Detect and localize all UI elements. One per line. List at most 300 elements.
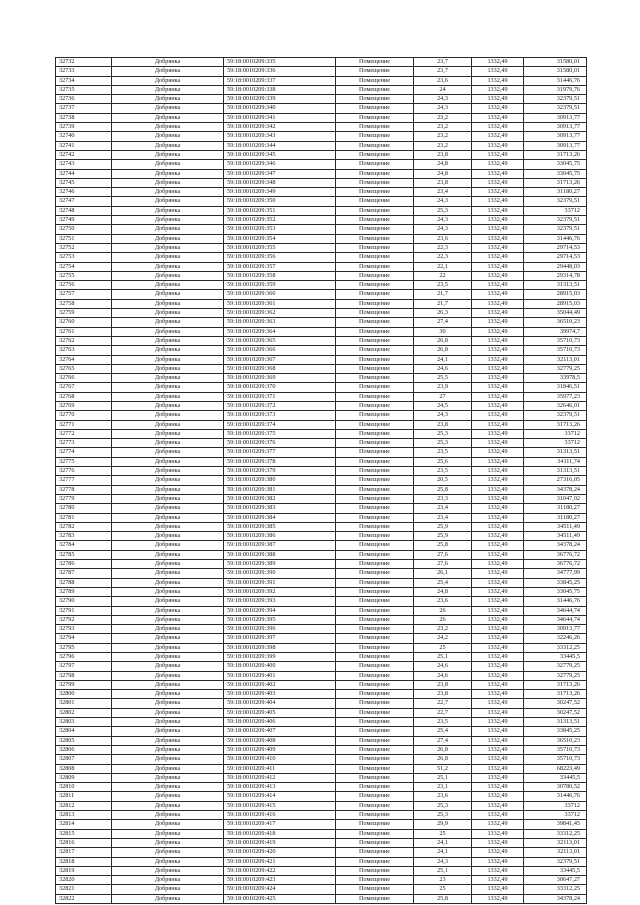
specific-value-cell: 1332,49 xyxy=(472,736,524,745)
specific-value-cell: 1332,49 xyxy=(472,569,524,578)
locality-cell: Добрянка xyxy=(112,290,224,299)
area-cell: 22,1 xyxy=(414,262,472,271)
table-row xyxy=(56,429,587,438)
cadastral-value-cell: 31979,76 xyxy=(524,85,587,94)
record-number-cell: 32752 xyxy=(56,243,112,252)
table-row xyxy=(56,727,587,736)
specific-value-cell: 1332,49 xyxy=(472,346,524,355)
specific-value-cell: 1332,49 xyxy=(472,243,524,252)
specific-value-cell: 1332,49 xyxy=(472,792,524,801)
cadastral-value-cell: 31313,51 xyxy=(524,467,587,476)
cadastral-number-cell: 59:18:0010209:415 xyxy=(224,801,336,810)
locality-cell: Добрянка xyxy=(112,401,224,410)
record-number-cell: 32807 xyxy=(56,755,112,764)
table-row xyxy=(56,885,587,894)
area-cell: 23,8 xyxy=(414,150,472,159)
specific-value-cell: 1332,49 xyxy=(472,755,524,764)
record-number-cell: 32767 xyxy=(56,383,112,392)
table-row xyxy=(56,494,587,503)
locality-cell: Добрянка xyxy=(112,123,224,132)
locality-cell: Добрянка xyxy=(112,225,224,234)
area-cell: 22 xyxy=(414,271,472,280)
cadastral-value-cell: 31313,51 xyxy=(524,718,587,727)
table-row xyxy=(56,420,587,429)
cadastral-value-cell: 33445,5 xyxy=(524,773,587,782)
area-cell: 23,1 xyxy=(414,783,472,792)
cadastral-number-cell: 59:18:0010209:380 xyxy=(224,476,336,485)
table-row xyxy=(56,243,587,252)
cadastral-value-cell: 33045,75 xyxy=(524,169,587,178)
cadastral-value-cell: 33712 xyxy=(524,801,587,810)
record-number-cell: 32815 xyxy=(56,829,112,838)
cadastral-number-cell: 59:18:0010209:390 xyxy=(224,569,336,578)
record-number-cell: 32783 xyxy=(56,532,112,541)
area-cell: 24,1 xyxy=(414,355,472,364)
table-row xyxy=(56,866,587,875)
table-row xyxy=(56,299,587,308)
specific-value-cell: 1332,49 xyxy=(472,364,524,373)
locality-cell: Добрянка xyxy=(112,504,224,513)
object-type-cell: Помещение xyxy=(336,216,414,225)
locality-cell: Добрянка xyxy=(112,188,224,197)
table-row xyxy=(56,578,587,587)
cadastral-number-cell: 59:18:0010209:335 xyxy=(224,58,336,67)
specific-value-cell: 1332,49 xyxy=(472,197,524,206)
record-number-cell: 32740 xyxy=(56,132,112,141)
table-row xyxy=(56,587,587,596)
area-cell: 23,8 xyxy=(414,690,472,699)
table-row xyxy=(56,671,587,680)
area-cell: 27,4 xyxy=(414,318,472,327)
object-type-cell: Помещение xyxy=(336,178,414,187)
locality-cell: Добрянка xyxy=(112,113,224,122)
table-row xyxy=(56,755,587,764)
table-row xyxy=(56,318,587,327)
specific-value-cell: 1332,49 xyxy=(472,811,524,820)
cadastral-number-cell: 59:18:0010209:351 xyxy=(224,206,336,215)
record-number-cell: 32800 xyxy=(56,690,112,699)
cadastral-number-cell: 59:18:0010209:422 xyxy=(224,866,336,875)
table-row xyxy=(56,188,587,197)
cadastral-value-cell: 68223,49 xyxy=(524,764,587,773)
table-row xyxy=(56,522,587,531)
cadastral-value-cell: 35710,73 xyxy=(524,745,587,754)
locality-cell: Добрянка xyxy=(112,866,224,875)
specific-value-cell: 1332,49 xyxy=(472,104,524,113)
locality-cell: Добрянка xyxy=(112,150,224,159)
cadastral-value-cell: 28915,03 xyxy=(524,299,587,308)
object-type-cell: Помещение xyxy=(336,485,414,494)
specific-value-cell: 1332,49 xyxy=(472,476,524,485)
locality-cell: Добрянка xyxy=(112,429,224,438)
cadastral-number-cell: 59:18:0010209:338 xyxy=(224,85,336,94)
specific-value-cell: 1332,49 xyxy=(472,290,524,299)
table-row xyxy=(56,550,587,559)
record-number-cell: 32732 xyxy=(56,58,112,67)
specific-value-cell: 1332,49 xyxy=(472,95,524,104)
area-cell: 51,2 xyxy=(414,764,472,773)
object-type-cell: Помещение xyxy=(336,243,414,252)
cadastral-value-cell: 35977,23 xyxy=(524,392,587,401)
area-cell: 25,1 xyxy=(414,773,472,782)
area-cell: 25,3 xyxy=(414,429,472,438)
object-type-cell: Помещение xyxy=(336,374,414,383)
locality-cell: Добрянка xyxy=(112,848,224,857)
record-number-cell: 32820 xyxy=(56,876,112,885)
specific-value-cell: 1332,49 xyxy=(472,857,524,866)
cadastral-value-cell: 31313,51 xyxy=(524,281,587,290)
area-cell: 23,2 xyxy=(414,132,472,141)
specific-value-cell: 1332,49 xyxy=(472,169,524,178)
locality-cell: Добрянка xyxy=(112,374,224,383)
locality-cell: Добрянка xyxy=(112,457,224,466)
locality-cell: Добрянка xyxy=(112,811,224,820)
record-number-cell: 32779 xyxy=(56,494,112,503)
object-type-cell: Помещение xyxy=(336,811,414,820)
object-type-cell: Помещение xyxy=(336,169,414,178)
cadastral-value-cell: 30913,77 xyxy=(524,625,587,634)
specific-value-cell: 1332,49 xyxy=(472,327,524,336)
area-cell: 23,2 xyxy=(414,625,472,634)
record-number-cell: 32762 xyxy=(56,336,112,345)
record-number-cell: 32798 xyxy=(56,671,112,680)
locality-cell: Добрянка xyxy=(112,513,224,522)
area-cell: 23,6 xyxy=(414,76,472,85)
area-cell: 24,6 xyxy=(414,364,472,373)
locality-cell: Добрянка xyxy=(112,550,224,559)
cadastral-number-cell: 59:18:0010209:343 xyxy=(224,132,336,141)
specific-value-cell: 1332,49 xyxy=(472,485,524,494)
specific-value-cell: 1332,49 xyxy=(472,532,524,541)
table-row xyxy=(56,708,587,717)
object-type-cell: Помещение xyxy=(336,513,414,522)
object-type-cell: Помещение xyxy=(336,643,414,652)
table-row xyxy=(56,346,587,355)
specific-value-cell: 1332,49 xyxy=(472,141,524,150)
record-number-cell: 32759 xyxy=(56,309,112,318)
record-number-cell: 32748 xyxy=(56,206,112,215)
cadastral-number-cell: 59:18:0010209:405 xyxy=(224,708,336,717)
cadastral-value-cell: 31713,26 xyxy=(524,178,587,187)
cadastral-number-cell: 59:18:0010209:373 xyxy=(224,411,336,420)
area-cell: 25 xyxy=(414,643,472,652)
record-number-cell: 32788 xyxy=(56,578,112,587)
record-number-cell: 32757 xyxy=(56,290,112,299)
cadastral-number-cell: 59:18:0010209:377 xyxy=(224,448,336,457)
table-row xyxy=(56,811,587,820)
area-cell: 23,6 xyxy=(414,597,472,606)
cadastral-value-cell: 33445,5 xyxy=(524,866,587,875)
table-row xyxy=(56,439,587,448)
table-row xyxy=(56,392,587,401)
cadastral-value-cell: 36776,72 xyxy=(524,550,587,559)
cadastral-number-cell: 59:18:0010209:378 xyxy=(224,457,336,466)
locality-cell: Добрянка xyxy=(112,346,224,355)
cadastral-number-cell: 59:18:0010209:366 xyxy=(224,346,336,355)
cadastral-value-cell: 32379,51 xyxy=(524,411,587,420)
table-row xyxy=(56,67,587,76)
object-type-cell: Помещение xyxy=(336,634,414,643)
area-cell: 25,4 xyxy=(414,578,472,587)
area-cell: 24,3 xyxy=(414,411,472,420)
object-type-cell: Помещение xyxy=(336,364,414,373)
specific-value-cell: 1332,49 xyxy=(472,653,524,662)
cadastral-number-cell: 59:18:0010209:398 xyxy=(224,643,336,652)
object-type-cell: Помещение xyxy=(336,848,414,857)
table-row xyxy=(56,736,587,745)
specific-value-cell: 1332,49 xyxy=(472,58,524,67)
locality-cell: Добрянка xyxy=(112,690,224,699)
table-row xyxy=(56,504,587,513)
specific-value-cell: 1332,49 xyxy=(472,299,524,308)
object-type-cell: Помещение xyxy=(336,225,414,234)
locality-cell: Добрянка xyxy=(112,783,224,792)
object-type-cell: Помещение xyxy=(336,894,414,903)
record-number-cell: 32750 xyxy=(56,225,112,234)
record-number-cell: 32793 xyxy=(56,625,112,634)
cadastral-value-cell: 33312,25 xyxy=(524,643,587,652)
table-row xyxy=(56,773,587,782)
cadastral-number-cell: 59:18:0010209:417 xyxy=(224,820,336,829)
record-number-cell: 32771 xyxy=(56,420,112,429)
record-number-cell: 32738 xyxy=(56,113,112,122)
record-number-cell: 32806 xyxy=(56,745,112,754)
object-type-cell: Помещение xyxy=(336,494,414,503)
record-number-cell: 32786 xyxy=(56,560,112,569)
object-type-cell: Помещение xyxy=(336,764,414,773)
specific-value-cell: 1332,49 xyxy=(472,699,524,708)
cadastral-value-cell: 32646,01 xyxy=(524,401,587,410)
table-row xyxy=(56,764,587,773)
locality-cell: Добрянка xyxy=(112,894,224,903)
record-number-cell: 32785 xyxy=(56,550,112,559)
specific-value-cell: 1332,49 xyxy=(472,281,524,290)
area-cell: 24,1 xyxy=(414,848,472,857)
cadastral-number-cell: 59:18:0010209:368 xyxy=(224,364,336,373)
table-row xyxy=(56,513,587,522)
table-row xyxy=(56,532,587,541)
cadastral-number-cell: 59:18:0010209:410 xyxy=(224,755,336,764)
cadastral-value-cell: 36510,23 xyxy=(524,318,587,327)
cadastral-value-cell: 33978,5 xyxy=(524,374,587,383)
specific-value-cell: 1332,49 xyxy=(472,67,524,76)
cadastral-value-cell: 30913,77 xyxy=(524,141,587,150)
cadastral-number-cell: 59:18:0010209:409 xyxy=(224,745,336,754)
table-row xyxy=(56,355,587,364)
cadastral-number-cell: 59:18:0010209:423 xyxy=(224,876,336,885)
cadastral-value-cell: 31180,27 xyxy=(524,504,587,513)
specific-value-cell: 1332,49 xyxy=(472,597,524,606)
cadastral-number-cell: 59:18:0010209:400 xyxy=(224,662,336,671)
cadastral-number-cell: 59:18:0010209:345 xyxy=(224,150,336,159)
cadastral-value-cell: 31580,01 xyxy=(524,67,587,76)
locality-cell: Добрянка xyxy=(112,355,224,364)
object-type-cell: Помещение xyxy=(336,578,414,587)
specific-value-cell: 1332,49 xyxy=(472,206,524,215)
object-type-cell: Помещение xyxy=(336,290,414,299)
table-row xyxy=(56,141,587,150)
object-type-cell: Помещение xyxy=(336,745,414,754)
cadastral-number-cell: 59:18:0010209:361 xyxy=(224,299,336,308)
specific-value-cell: 1332,49 xyxy=(472,420,524,429)
locality-cell: Добрянка xyxy=(112,67,224,76)
locality-cell: Добрянка xyxy=(112,820,224,829)
area-cell: 27,6 xyxy=(414,560,472,569)
object-type-cell: Помещение xyxy=(336,67,414,76)
table-body xyxy=(56,58,587,904)
cadastral-number-cell: 59:18:0010209:360 xyxy=(224,290,336,299)
table-row xyxy=(56,374,587,383)
object-type-cell: Помещение xyxy=(336,801,414,810)
table-row xyxy=(56,662,587,671)
specific-value-cell: 1332,49 xyxy=(472,401,524,410)
specific-value-cell: 1332,49 xyxy=(472,866,524,875)
cadastral-value-cell: 32779,25 xyxy=(524,364,587,373)
area-cell: 21,7 xyxy=(414,299,472,308)
cadastral-number-cell: 59:18:0010209:408 xyxy=(224,736,336,745)
locality-cell: Добрянка xyxy=(112,578,224,587)
object-type-cell: Помещение xyxy=(336,76,414,85)
record-number-cell: 32763 xyxy=(56,346,112,355)
record-number-cell: 32742 xyxy=(56,150,112,159)
record-number-cell: 32768 xyxy=(56,392,112,401)
cadastral-value-cell: 35044,49 xyxy=(524,309,587,318)
cadastral-value-cell: 31713,26 xyxy=(524,680,587,689)
object-type-cell: Помещение xyxy=(336,597,414,606)
cadastral-value-cell: 29448,03 xyxy=(524,262,587,271)
cadastral-value-cell: 30647,27 xyxy=(524,876,587,885)
cadastral-number-cell: 59:18:0010209:352 xyxy=(224,216,336,225)
cadastral-value-cell: 33712 xyxy=(524,811,587,820)
object-type-cell: Помещение xyxy=(336,587,414,596)
area-cell: 25 xyxy=(414,885,472,894)
table-row xyxy=(56,699,587,708)
locality-cell: Добрянка xyxy=(112,699,224,708)
area-cell: 22,3 xyxy=(414,243,472,252)
record-number-cell: 32801 xyxy=(56,699,112,708)
object-type-cell: Помещение xyxy=(336,560,414,569)
area-cell: 26,1 xyxy=(414,569,472,578)
object-type-cell: Помещение xyxy=(336,522,414,531)
table-row xyxy=(56,113,587,122)
table-row xyxy=(56,253,587,262)
locality-cell: Добрянка xyxy=(112,532,224,541)
record-number-cell: 32764 xyxy=(56,355,112,364)
locality-cell: Добрянка xyxy=(112,448,224,457)
table-row xyxy=(56,309,587,318)
cadastral-number-cell: 59:18:0010209:354 xyxy=(224,234,336,243)
cadastral-number-cell: 59:18:0010209:341 xyxy=(224,113,336,122)
cadastral-value-cell: 29714,53 xyxy=(524,253,587,262)
area-cell: 29,9 xyxy=(414,820,472,829)
object-type-cell: Помещение xyxy=(336,690,414,699)
table-row xyxy=(56,169,587,178)
record-number-cell: 32735 xyxy=(56,85,112,94)
area-cell: 23,8 xyxy=(414,680,472,689)
area-cell: 25,3 xyxy=(414,439,472,448)
record-number-cell: 32769 xyxy=(56,401,112,410)
table-row xyxy=(56,290,587,299)
area-cell: 24,8 xyxy=(414,587,472,596)
specific-value-cell: 1332,49 xyxy=(472,374,524,383)
cadastral-number-cell: 59:18:0010209:348 xyxy=(224,178,336,187)
object-type-cell: Помещение xyxy=(336,708,414,717)
area-cell: 24,3 xyxy=(414,197,472,206)
record-number-cell: 32789 xyxy=(56,587,112,596)
locality-cell: Добрянка xyxy=(112,76,224,85)
record-number-cell: 32760 xyxy=(56,318,112,327)
cadastral-value-cell: 34511,49 xyxy=(524,532,587,541)
table-row xyxy=(56,150,587,159)
cadastral-number-cell: 59:18:0010209:387 xyxy=(224,541,336,550)
cadastral-number-cell: 59:18:0010209:425 xyxy=(224,894,336,903)
specific-value-cell: 1332,49 xyxy=(472,262,524,271)
record-number-cell: 32776 xyxy=(56,467,112,476)
locality-cell: Добрянка xyxy=(112,494,224,503)
cadastral-number-cell: 59:18:0010209:407 xyxy=(224,727,336,736)
area-cell: 27,6 xyxy=(414,550,472,559)
record-number-cell: 32746 xyxy=(56,188,112,197)
cadastral-number-cell: 59:18:0010209:396 xyxy=(224,625,336,634)
locality-cell: Добрянка xyxy=(112,271,224,280)
record-number-cell: 32756 xyxy=(56,281,112,290)
table-row xyxy=(56,829,587,838)
cadastral-number-cell: 59:18:0010209:391 xyxy=(224,578,336,587)
table-row xyxy=(56,234,587,243)
area-cell: 24,8 xyxy=(414,160,472,169)
cadastral-number-cell: 59:18:0010209:369 xyxy=(224,374,336,383)
record-number-cell: 32743 xyxy=(56,160,112,169)
locality-cell: Добрянка xyxy=(112,299,224,308)
locality-cell: Добрянка xyxy=(112,634,224,643)
object-type-cell: Помещение xyxy=(336,318,414,327)
area-cell: 25,8 xyxy=(414,485,472,494)
specific-value-cell: 1332,49 xyxy=(472,680,524,689)
area-cell: 25,3 xyxy=(414,206,472,215)
locality-cell: Добрянка xyxy=(112,327,224,336)
locality-cell: Добрянка xyxy=(112,560,224,569)
table-row xyxy=(56,476,587,485)
table-row xyxy=(56,690,587,699)
specific-value-cell: 1332,49 xyxy=(472,132,524,141)
area-cell: 23,2 xyxy=(414,141,472,150)
specific-value-cell: 1332,49 xyxy=(472,216,524,225)
specific-value-cell: 1332,49 xyxy=(472,662,524,671)
cadastral-value-cell: 34378,24 xyxy=(524,485,587,494)
cadastral-value-cell: 28915,03 xyxy=(524,290,587,299)
area-cell: 26,8 xyxy=(414,346,472,355)
object-type-cell: Помещение xyxy=(336,876,414,885)
object-type-cell: Помещение xyxy=(336,773,414,782)
area-cell: 25,9 xyxy=(414,532,472,541)
cadastral-value-cell: 30780,52 xyxy=(524,783,587,792)
table-row xyxy=(56,448,587,457)
table-row xyxy=(56,625,587,634)
specific-value-cell: 1332,49 xyxy=(472,392,524,401)
area-cell: 23,6 xyxy=(414,234,472,243)
specific-value-cell: 1332,49 xyxy=(472,513,524,522)
specific-value-cell: 1332,49 xyxy=(472,85,524,94)
cadastral-value-cell: 31713,26 xyxy=(524,150,587,159)
record-number-cell: 32799 xyxy=(56,680,112,689)
record-number-cell: 32778 xyxy=(56,485,112,494)
cadastral-number-cell: 59:18:0010209:392 xyxy=(224,587,336,596)
cadastral-value-cell: 34378,24 xyxy=(524,894,587,903)
table-row xyxy=(56,197,587,206)
area-cell: 24,3 xyxy=(414,225,472,234)
specific-value-cell: 1332,49 xyxy=(472,178,524,187)
locality-cell: Добрянка xyxy=(112,680,224,689)
